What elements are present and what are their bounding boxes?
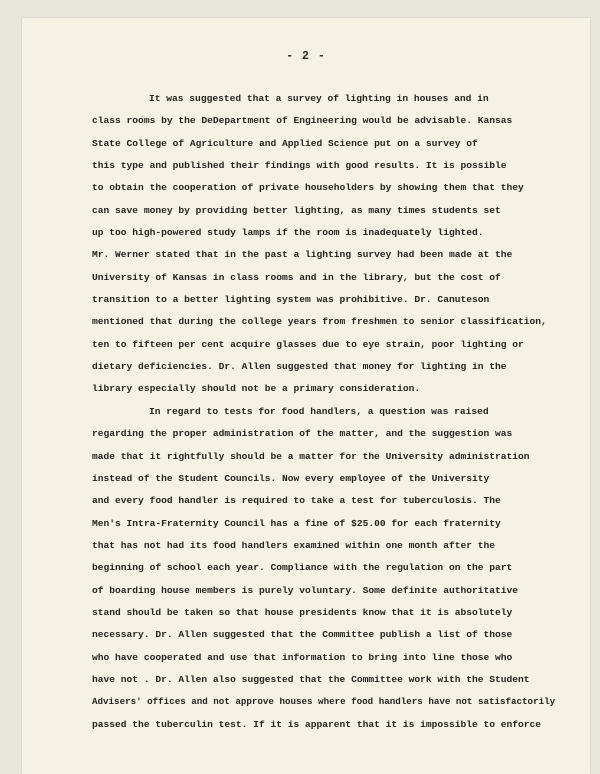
- text-line: Mr. Werner stated that in the past a lighting survey had been made at the: [92, 249, 513, 261]
- text-line: dietary deficiencies. Dr. Allen suggested that money for lighting in the: [92, 361, 507, 373]
- text-line: Advisers' offices and not approve houses where food handlers have not satisfactorily: [92, 696, 556, 708]
- text-line: up too high-powered study lamps if the room is inadequately lighted.: [92, 227, 484, 239]
- text-line: to obtain the cooperation of private householders by showing them that they: [92, 182, 524, 194]
- text-line: In regard to tests for food handlers, a question was raised: [149, 405, 489, 417]
- text-line: library especially should not be a primary consideration.: [92, 383, 421, 395]
- text-line: made that it rightfully should be a matter for the University administration: [92, 450, 530, 462]
- text-line: this type and published their findings with good results. It is possible: [92, 160, 507, 172]
- text-line: can save money by providing better lighting, as many times students set: [92, 204, 501, 216]
- document-page: [22, 18, 590, 774]
- text-line: of boarding house members is purely voluntary. Some definite authoritative: [92, 584, 519, 596]
- text-line: instead of the Student Councils. Now every employee of the University: [92, 472, 490, 484]
- text-line: Men's Intra-Fraternity Council has a fine of $25.00 for each fraternity: [92, 517, 501, 529]
- text-line: University of Kansas in class rooms and in the library, but the cost of: [92, 271, 501, 283]
- page-number: - 2 -: [286, 50, 326, 63]
- text-line: have not . Dr. Allen also suggested that the Committee work with the Student: [92, 673, 530, 685]
- text-line: State College of Agriculture and Applied Science put on a survey of: [92, 137, 478, 149]
- text-line: that has not had its food handlers examined within one month after the: [92, 539, 496, 551]
- text-line: who have cooperated and use that information to bring into line those who: [92, 651, 513, 663]
- text-line: necessary. Dr. Allen suggested that the Committee publish a list of those: [92, 629, 513, 641]
- text-line: passed the tuberculin test. If it is apparent that it is impossible to enforce: [92, 718, 542, 730]
- text-line: transition to a better lighting system was prohibitive. Dr. Canuteson: [92, 294, 490, 306]
- body-text: [92, 88, 562, 736]
- text-line: beginning of school each year. Compliance with the regulation on the part: [92, 562, 513, 574]
- text-line: stand should be taken so that house presidents know that it is absolutely: [92, 606, 513, 618]
- text-line: and every food handler is required to take a test for tuberculosis. The: [92, 495, 501, 507]
- text-line: mentioned that during the college years from freshmen to senior classification,: [92, 316, 547, 328]
- text-line: regarding the proper administration of the matter, and the suggestion was: [92, 428, 513, 440]
- text-line: ten to fifteen per cent acquire glasses due to eye strain, poor lighting or: [92, 338, 524, 350]
- text-line: It was suggested that a survey of lighting in houses and in: [149, 93, 489, 104]
- text-line: class rooms by the DeDepartment of Engineering would be advisable. Kansas: [92, 115, 513, 127]
